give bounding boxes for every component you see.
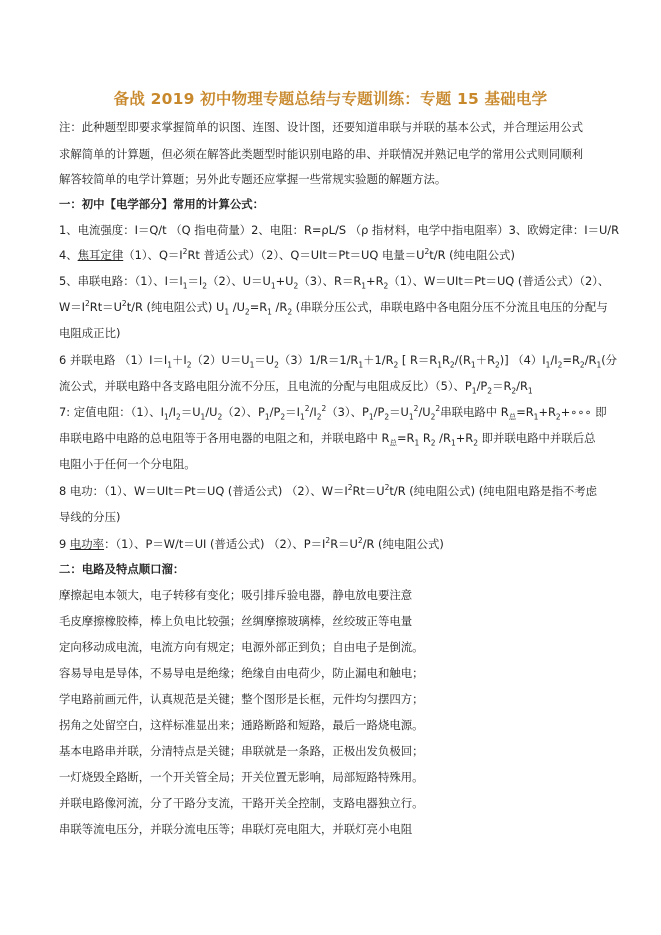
intro-line-3: 解答较简单的电学计算题；另外此专题还应掌握一些常规实验题的解题方法。 (59, 172, 447, 186)
parallel-circuit-line-2: 流公式，并联电路中各支路电阻分流不分压，且电流的分配与电阻成反比）（5）、$P_1/P_2=R_2/R_1$ (59, 379, 533, 396)
intro-line-2: 求解简单的计算题，但必须在解答此类题型时能识别电路的串、并联情况并熟记电学的常用公式则同顺利 (59, 147, 583, 161)
section-2-heading: 二：电路及特点顺口溜： (59, 562, 185, 576)
electric-work-line-2: 导线的分压) (59, 510, 121, 524)
verse-line: 学电路前画元件，认真规范是关键；整个图形是长框，元件均匀摆四方； (59, 692, 424, 706)
section-1-heading: 一：初中【电学部分】常用的计算公式： (59, 197, 265, 211)
intro-line-1: 注：此种题型即要求掌握简单的识图、连图、设计图，还要知道串联与并联的基本公式，并合理运用公式 (59, 120, 583, 134)
verse-line: 串联等流电压分，并联分流电压等；串联灯亮电阻大，并联灯亮小电阻 (59, 822, 413, 836)
fixed-resistor-line-2: 串联电路中电路的总电阻等于各用电器的电阻之和，并联电路中 $R_总=R_1$ $R_2$ $/R_1+R_2$ 即并联电路中并联后总 (59, 431, 596, 448)
verse-line: 毛皮摩擦橡胶棒，棒上负电比较强；丝绸摩擦玻璃棒，丝绞玻正等电量 (59, 614, 413, 628)
verse-line: 一灯烧毁全路断，一个开关管全局；开关位置无影响，局部短路特殊用。 (59, 770, 424, 784)
electric-power-term: 电功率 (69, 537, 105, 551)
verse-line: 容易导电是导体，不易导电是绝缘；绝缘自由电荷少，防止漏电和触电； (59, 666, 424, 680)
series-circuit-line-3: 电阻成正比) (59, 326, 121, 340)
parallel-circuit-line-1: 6 并联电路 $(1)I=I_1+I_2(2)U=U_1=U_2(3)1/R=1/R_1+1/R_2$ [ $R=R_1R_2/(R_1+R_2)$] $(4)I_1/I_2=R_2/R_1$(分 (59, 353, 618, 370)
document-title: 备战 2019 初中物理专题总结与专题训练：专题 15 基础电学 (113, 90, 548, 108)
fixed-resistor-line-3: 电阻小于任何一个分电阻。 (59, 457, 196, 471)
joule-law-term: 焦耳定律 (77, 248, 124, 262)
verse-line: 并联电路像河流，分了干路分支流，干路开关全控制，支路电器独立行。 (59, 796, 424, 810)
verse-line: 定向移动成电流，电流方向有规定；电源外部正到负；自由电子是倒流。 (59, 640, 424, 654)
formula-line-4: 4、焦耳定律（1）、$Q=I^2Rt$ 普适公式）（2）、Q＝UIt＝Pt＝UQ 电量$=U^2t/R$ (纯电阻公式) (59, 247, 515, 262)
verse-line: 摩擦起电本领大，电子转移有变化；吸引排斥验电器，静电放电要注意 (59, 588, 413, 602)
series-circuit-line-1: 5、串联电路：（1）、$I=I_1=I_2(2)$、$U=U_1+U_2(3)$、$R=R_1+R_2(1)$、W＝UIt＝Pt＝UQ (普适公式）（2）、 (59, 274, 610, 291)
electric-power-line: 9 电功率：（1）、P＝W/t＝UI (普适公式) （2）、$P=I^2R=U^2/R$ (纯电阻公式) (59, 536, 444, 551)
electric-work-line-1: 8 电功：（1）、W＝UIt＝Pt＝UQ (普适公式) （2）、$W=I^2Rt=U^2t/R$ (纯电阻公式) (纯电阻电路是指不考虑 (59, 483, 598, 498)
verse-line: 拐角之处留空白，这样标准显出来；通路断路和短路，最后一路烧电源。 (59, 718, 424, 732)
verse-line: 基本电路串并联，分清特点是关键；串联就是一条路，正极出发负极回； (59, 744, 424, 758)
formula-line-1: 1、电流强度：I＝Q/t （Q 指电荷量）2、电阻：R=ρL/S （ρ 指材料，电学中指电阻率）3、欧姆定律：I＝U/R (59, 223, 620, 237)
fixed-resistor-line-1: 7: 定值电阻：（1）、$I_1/I_2=U_1/U_2(2)$、$P_1/P_2=I_1^2/I_2^2(3)$、$P_1/P_2=U_1^2/U_2^2$串联电路中 $R_总=R_1+R_2+\circ\circ\circ$ 即 (59, 404, 607, 422)
series-circuit-line-2: $W=I^2Rt=U^2t/R$ (纯电阻公式) $U_1$ $/U_2=R_1$ $/R_2$ (串联分压公式，串联电路中各电阻分压不分流且电压的分配与 (59, 299, 608, 317)
